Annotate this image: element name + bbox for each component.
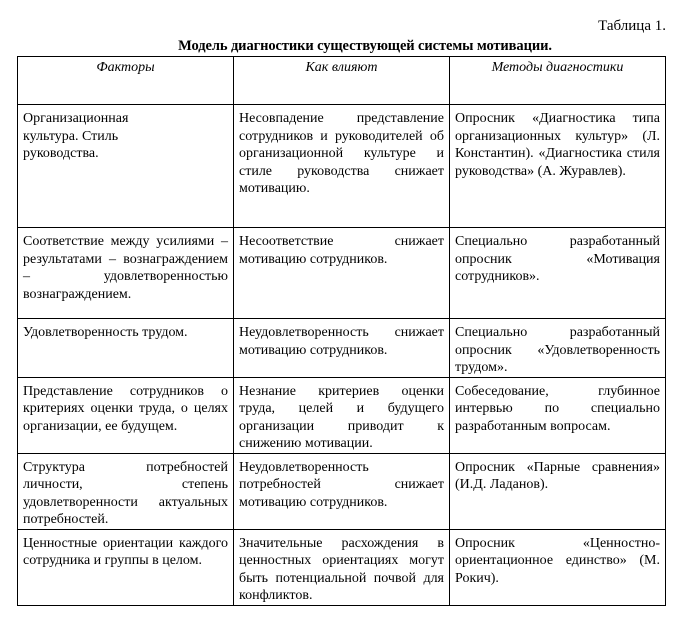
table-header-row [18, 57, 666, 105]
table-caption: Таблица 1. [598, 18, 666, 34]
factor-cell: Представление сотрудников о критериях оценки труда, о целях организации, ее будущем. [18, 377, 234, 453]
method-cell: Специально разработанный опросник «Мотивация сотрудников». [450, 228, 666, 319]
table-row [18, 453, 666, 529]
table-row [18, 319, 666, 378]
table-title: Модель диагностики существующей системы мотивации. [178, 38, 552, 54]
influence-cell: Несоответствие снижает мотивацию сотрудников. [234, 228, 450, 319]
factor-cell: Организационная культура. Стиль руководства. [18, 105, 234, 228]
factor-cell: Структура потребностей личности, степень удовлетворенности актуальных потребностей. [18, 453, 234, 529]
table-row [18, 105, 666, 228]
header-influence: Как влияют [234, 57, 450, 105]
method-cell: Опросник «Парные сравнения» (И.Д. Ладанов). [450, 453, 666, 529]
table-row [18, 377, 666, 453]
method-cell: Собеседование, глубинное интервью по специально разработанным вопросам. [450, 377, 666, 453]
method-cell: Специально разработанный опросник «Удовлетворенность трудом». [450, 319, 666, 378]
factor-cell: Соответствие между усилиями – результатами – вознаграждением – удовлетворенностью вознаграждением. [18, 228, 234, 319]
influence-cell: Неудовлетворенность потребностей снижает мотивацию сотрудников. [234, 453, 450, 529]
influence-cell: Незнание критериев оценки труда, целей и будущего организации приводит к снижению мотивации. [234, 377, 450, 453]
factor-cell: Удовлетворенность трудом. [18, 319, 234, 378]
header-factors: Факторы [18, 57, 234, 105]
header-methods: Методы диагностики [450, 57, 666, 105]
factor-cell: Ценностные ориентации каждого сотрудника и группы в целом. [18, 529, 234, 605]
table-row [18, 228, 666, 319]
method-cell: Опросник «Диагностика типа организационных культур» (Л. Константин). «Диагностика стиля руководства» (А. Журавлев). [450, 105, 666, 228]
table-row [18, 529, 666, 605]
diagnostics-table [17, 56, 666, 606]
influence-cell: Неудовлетворенность снижает мотивацию сотрудников. [234, 319, 450, 378]
influence-cell: Несовпадение представление сотрудников и руководителей об организационной культуре и стиле руководства снижает мотивацию. [234, 105, 450, 228]
influence-cell: Значительные расхождения в ценностных ориентациях могут быть потенциальной почвой для конфликтов. [234, 529, 450, 605]
method-cell: Опросник «Ценностно-ориентационное единство» (М. Рокич). [450, 529, 666, 605]
